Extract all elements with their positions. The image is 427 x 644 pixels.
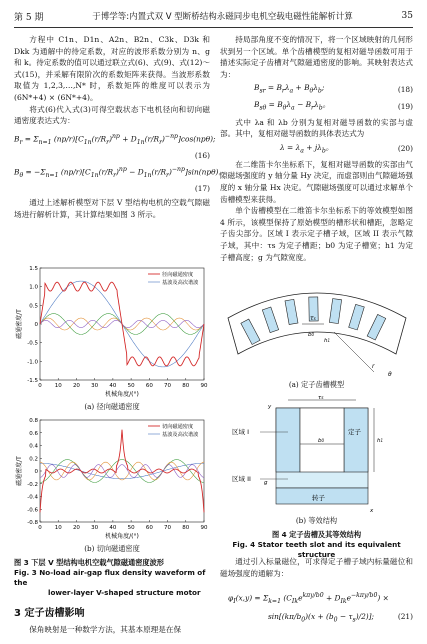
y-tick-label: -0.2 [27, 481, 38, 488]
x-tick-label: 20 [72, 525, 80, 531]
figure-3-caption [14, 558, 210, 598]
svg-text:r: r [372, 363, 375, 370]
x-tick-label: 70 [164, 525, 172, 531]
figure-4-caption-en: Fig. 4 Stator teeth slot and its equivalent structure [232, 540, 401, 559]
equation-number: (16) [194, 151, 210, 161]
x-tick-label: 60 [145, 525, 153, 531]
equation-number: (19) [397, 102, 413, 112]
x-tick-label: 50 [127, 383, 135, 389]
y-tick-label: 0 [34, 469, 38, 475]
y-tick-label: 1.0 [29, 284, 38, 291]
equation-20: $\lambda = \lambda_a + j\lambda_b$。 (20) [280, 142, 413, 155]
paragraph: 单个齿槽模型在二维笛卡尔坐标系下的等效模型如图 4 所示，该模型保持了原始模型的槽形状和槽距，忽略定子齿尖部分。区域 I 表示定子槽子域，区域 II 表示气隙子域，其中：τs 为定子槽距；b0 为定子槽宽；h1 为定子槽高度；g 为气隙宽度。 [220, 206, 413, 262]
figure-4a-stator-slot-model [224, 272, 410, 380]
x-tick-label: 30 [91, 525, 99, 531]
x-tick-label: 20 [72, 383, 80, 389]
x-tick-label: 90 [200, 383, 208, 389]
equation-number: (20) [397, 144, 413, 154]
figure-3b-label: (b) 切向磁通密度 [84, 544, 140, 553]
x-tick-label: 50 [127, 525, 135, 531]
svg-text:x: x [370, 508, 374, 514]
equation-16: $B_r = \Sigma_{n=1}$ $(np/r)[C_{1n}(r/R_r)^{np} + D_{1n}(r/R_r)^{-np}]\cos(np\theta)$; [14, 132, 216, 146]
paragraph: 将式(6)代入式(3)可得空载状态下电机径向和切向磁通密度表达式为： [14, 104, 210, 126]
paragraph: 通过引入标量磁位，可求得定子槽子域内标量磁位和磁场强度的通解为： [220, 557, 413, 578]
x-tick-label: 40 [109, 383, 117, 389]
rotor-label: 转子 [312, 494, 325, 502]
equation-number: (18) [397, 85, 413, 95]
figure-4-caption-cn: 图 4 定子齿槽及其等效结构 [271, 530, 362, 539]
legend-entry: 切向磁通密度 [162, 424, 194, 430]
figure-3a-radial-flux-chart [14, 262, 210, 402]
svg-text:τs: τs [318, 395, 324, 401]
equation-19: $B_{s\theta} = B_\theta\lambda_a - B_r\lambda_b$。 (19) [254, 100, 413, 112]
svg-text:τs: τs [310, 315, 316, 322]
stator-label: 定子 [348, 428, 361, 436]
y-tick-label: 0.8 [29, 418, 38, 424]
x-tick-label: 10 [54, 383, 62, 389]
equation-18: $B_{sr} = B_r\lambda_a + B_\theta\lambda_b$; (18) [254, 83, 413, 95]
svg-text:g: g [264, 480, 268, 486]
svg-text:b0: b0 [308, 332, 315, 338]
svg-text:h1: h1 [324, 338, 331, 344]
region-2-label: 区域 II [232, 475, 251, 483]
x-tick-label: 70 [164, 383, 172, 389]
y-tick-label: -0.6 [27, 507, 38, 514]
region-1-label: 区域 I [232, 428, 249, 436]
running-header [14, 8, 413, 28]
equation-17: $B_\theta = -\Sigma_{n=1}$ $(np/r)[C_{1n}(r/R_r)^{np} - D_{1n}(r/R_r)^{-np}]\sin(np\theta)$。 [14, 165, 226, 179]
paragraph: 通过上述解析模型对下层 V 型结构电机的空载气隙磁场进行解析计算，其计算结果如图 3 所示。 [14, 198, 210, 219]
svg-text:y: y [268, 404, 272, 410]
x-axis-label: 机械角度/(°) [105, 533, 139, 540]
x-tick-label: 90 [200, 525, 208, 531]
journal-running-title: 于博学等:内置式双 V 型断桥结构永磁同步电机空载电磁性能解析计算 [92, 12, 353, 22]
x-tick-label: 0 [38, 525, 42, 531]
issue-number: 第 5 期 [14, 12, 44, 23]
left-column [14, 34, 226, 220]
y-tick-label: 0.2 [29, 456, 38, 463]
equation-21: $\varphi_I(x,y) = \Sigma_{k=1}$ $(C_{Ik}e^{k\pi y/b0} + D_{Ik}e^{-k\pi y/b0})$ × $\sin[(k\pi/b_0)(x + (b_0 - \tau_s)/2)]$; (21) [228, 588, 413, 627]
x-axis-label: 机械角度/(°) [105, 391, 139, 398]
y-tick-label: 0.6 [29, 430, 38, 437]
paragraph: 方程中 C1n、D1n、A2n、B2n、C3k、D3k 和 Dkk 为通解中的待定系数，对应的波形系数分别为 n、g 和 k。待定系数的值可以通过联立式(6)、式(9)、式(12)～式(15)，并采解有限阶次的系数矩阵来获得。当波形系数取值为 1,2,3,…,N* 时，系数矩阵的维度可以表示为(6N*+4) × (6N*+4)。 [14, 35, 210, 102]
y-tick-label: 0.4 [29, 443, 38, 450]
figure-3-caption-en: lower-layer V-shaped structure motor [48, 588, 201, 597]
y-tick-label: 0.5 [29, 303, 38, 310]
paragraph: 保角映射是一种数学方法，其基本原理是在保 [29, 625, 182, 634]
figure-4b-label: (b) 等效结构 [295, 516, 338, 525]
y-tick-label: -0.4 [27, 494, 38, 501]
x-tick-label: 0 [38, 383, 42, 389]
x-tick-label: 40 [109, 525, 117, 531]
paragraph: 在二维笛卡尔坐标系下，复相对磁导函数的实部由气隙磁场强度的 y 轴分量 Hy 决定，而虚部则由气隙磁场强度的 x 轴分量 Hx 决定。气隙磁场强度可以通过求解单个齿槽模型来获得。 [220, 159, 413, 204]
legend-entry: 基波及高次谐波 [162, 432, 199, 438]
equation-number: (21) [397, 611, 413, 621]
x-tick-label: 10 [54, 525, 62, 531]
svg-text:θ: θ [388, 371, 392, 378]
y-axis-label: 磁通密度/T [16, 456, 23, 486]
figure-3-caption-en: Fig. 3 No-load air-gap flux density waveform of the [14, 568, 206, 587]
y-axis-label: 磁通密度/T [16, 309, 23, 339]
y-tick-label: -1.5 [27, 378, 38, 384]
y-tick-label: 0 [34, 322, 38, 328]
y-tick-label: -1.0 [27, 359, 38, 366]
figure-3b-tangential-flux-chart [14, 414, 210, 544]
right-column [220, 34, 413, 263]
legend-entry: 基波及高次谐波 [162, 280, 199, 286]
y-tick-label: -0.8 [27, 520, 38, 526]
x-tick-label: 30 [91, 383, 99, 389]
svg-text:h1: h1 [377, 438, 384, 444]
page-number: 35 [401, 11, 413, 21]
x-tick-label: 80 [182, 383, 190, 389]
figure-3-caption-cn: 图 3 下层 V 型结构电机空载气隙磁通密度波形 [14, 558, 164, 567]
figure-3a-label: (a) 径向磁通密度 [84, 402, 140, 411]
paragraph: 持局部角度不变的情况下，将一个区域映射的几何形状到另一个区域。单个齿槽模型的复相对磁导函数可用于描述实际定子齿槽对气隙磁通密度的影响。其映射表达式为： [220, 35, 413, 79]
paragraph: 式中 λa 和 λb 分别为复相对磁导函数的实部与虚部。其中，复相对磁导函数的具体表达式为 [220, 117, 413, 139]
svg-text:b0: b0 [318, 438, 325, 444]
x-tick-label: 80 [182, 525, 190, 531]
x-tick-label: 60 [145, 383, 153, 389]
y-tick-label: -0.5 [27, 340, 38, 347]
y-tick-label: 1.5 [29, 266, 38, 272]
figure-4b-equivalent-structure [224, 392, 410, 516]
section-heading: 3 定子齿槽影响 [14, 608, 85, 619]
equation-number: (17) [194, 184, 210, 194]
legend-entry: 径向磁通密度 [162, 272, 194, 278]
figure-4a-label: (a) 定子齿槽模型 [288, 380, 345, 389]
